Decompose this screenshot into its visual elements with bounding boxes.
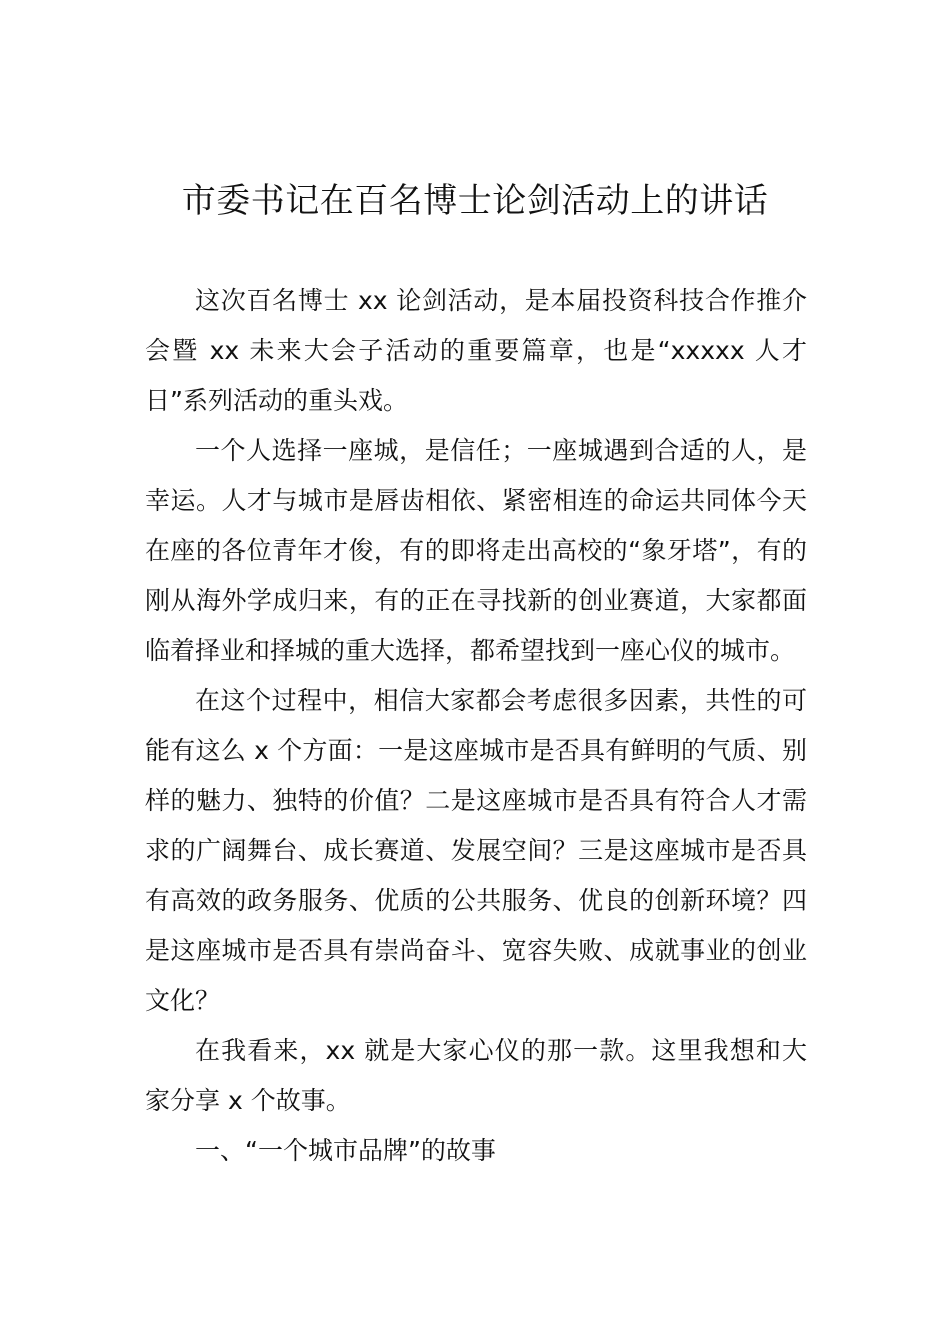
paragraph-intro: 这次百名博士 xx 论剑活动，是本届投资科技合作推介会暨 xx 未来大会子活动的重要篇章，也是“xxxxx 人才日”系列活动的重头戏。 <box>145 286 807 415</box>
document-body <box>145 276 807 1176</box>
paragraph-city-choice: 一个人选择一座城，是信任；一座城遇到合适的人，是幸运。人才与城市是唇齿相依、紧密相连的命运共同体今天在座的各位青年才俊，有的即将走出高校的“象牙塔”，有的刚从海外学成归来，有的正在寻找新的创业赛道，大家都面临着择业和择城的重大选择，都希望找到一座心仪的城市。 <box>145 436 807 665</box>
paragraph-stories-intro: 在我看来，xx 就是大家心仪的那一款。这里我想和大家分享 x 个故事。 <box>145 1036 807 1115</box>
document-title: 市委书记在百名博士论剑活动上的讲话 <box>181 181 769 221</box>
section-heading: 一、“一个城市品牌”的故事 <box>195 1136 496 1165</box>
paragraph-four-factors: 在这个过程中，相信大家都会考虑很多因素，共性的可能有这么 x 个方面：一是这座城市是否具有鲜明的气质、别样的魅力、独特的价值？二是这座城市是否具有符合人才需求的广阔舞台、成长赛道、发展空间？三是这座城市是否具有高效的政务服务、优质的公共服务、优良的创新环境？四是这座城市是否具有崇尚奋斗、宽容失败、成就事业的创业文化？ <box>145 686 807 1015</box>
